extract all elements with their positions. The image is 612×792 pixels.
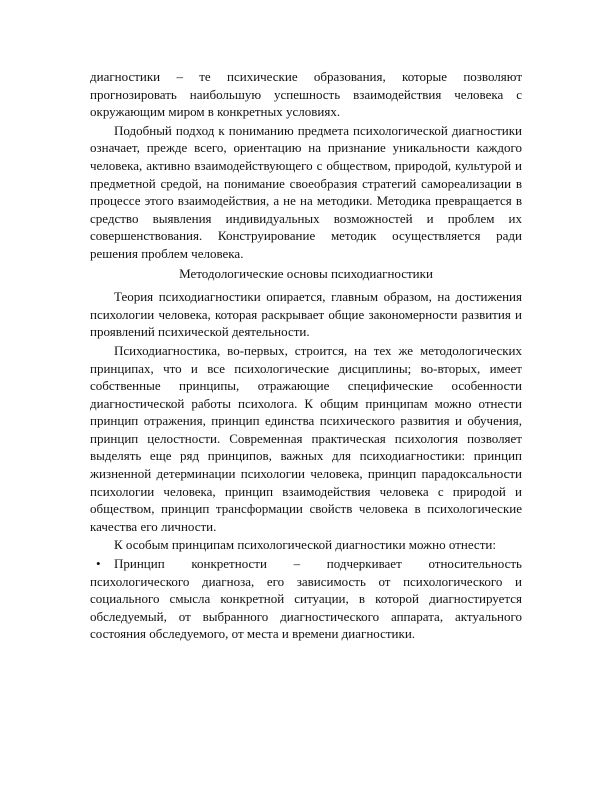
paragraph-principles: Психодиагностика, во-первых, строится, на тех же методологических принципах, что и все психологические дисциплины; во-вторых, имеет собственные принципы, отражающие специфические особенности диагностической работы психолога. К общим принципам можно отнести принцип отражения, принцип единства психического развития и обучения, принцип целостности. Современная практическая психология позволяет выделять еще ряд принципов, важных для психодиагностики: принцип жизненной детерминации психологии человека, принцип парадоксальности психологии человека, принцип взаимодействия человека с природой и обществом, принцип трансформации свойств человека в психологические качества его личности. (90, 342, 522, 534)
paragraph-continuation: диагностики – те психические образования, которые позволяют прогнозировать наибольшую успешность взаимодействия человека с окружающим миром в конкретных условиях. (90, 69, 522, 120)
paragraph-theory: Теория психодиагностики опирается, главным образом, на достижения психологии человека, которая раскрывает общие закономерности развития и проявлений психической деятельности. (90, 289, 522, 340)
bullet-marker: • (96, 556, 101, 572)
section-heading: Методологические основы психодиагностики (179, 265, 433, 281)
bullet-text: Принцип конкретности – подчеркивает относительность психологического диагноза, его зависимость от психологического и социального смысла конкретной ситуации, в которой диагностируется обследуемый, от выбранного диагностического аппарата, актуального состояния обследуемого, от места и времени диагностики. (90, 556, 522, 642)
paragraph-special-principles: К особым принципам психологической диагностики можно отнести: (114, 537, 496, 553)
bullet-item (90, 555, 522, 643)
document-body (90, 68, 522, 643)
paragraph-approach: Подобный подход к пониманию предмета психологической диагностики означает, прежде всего, ориентацию на признание уникальности каждого человека, активно взаимодействующего с обществом, природой, культурой и предметной средой, на понимание своеобразия стратегий самореализации в процессе этого взаимодействия, а не на методики. Методика превращается в средство выявления индивидуальных возможностей и проблем их совершенствования. Конструирование методик осуществляется ради решения проблем человека. (90, 122, 522, 261)
